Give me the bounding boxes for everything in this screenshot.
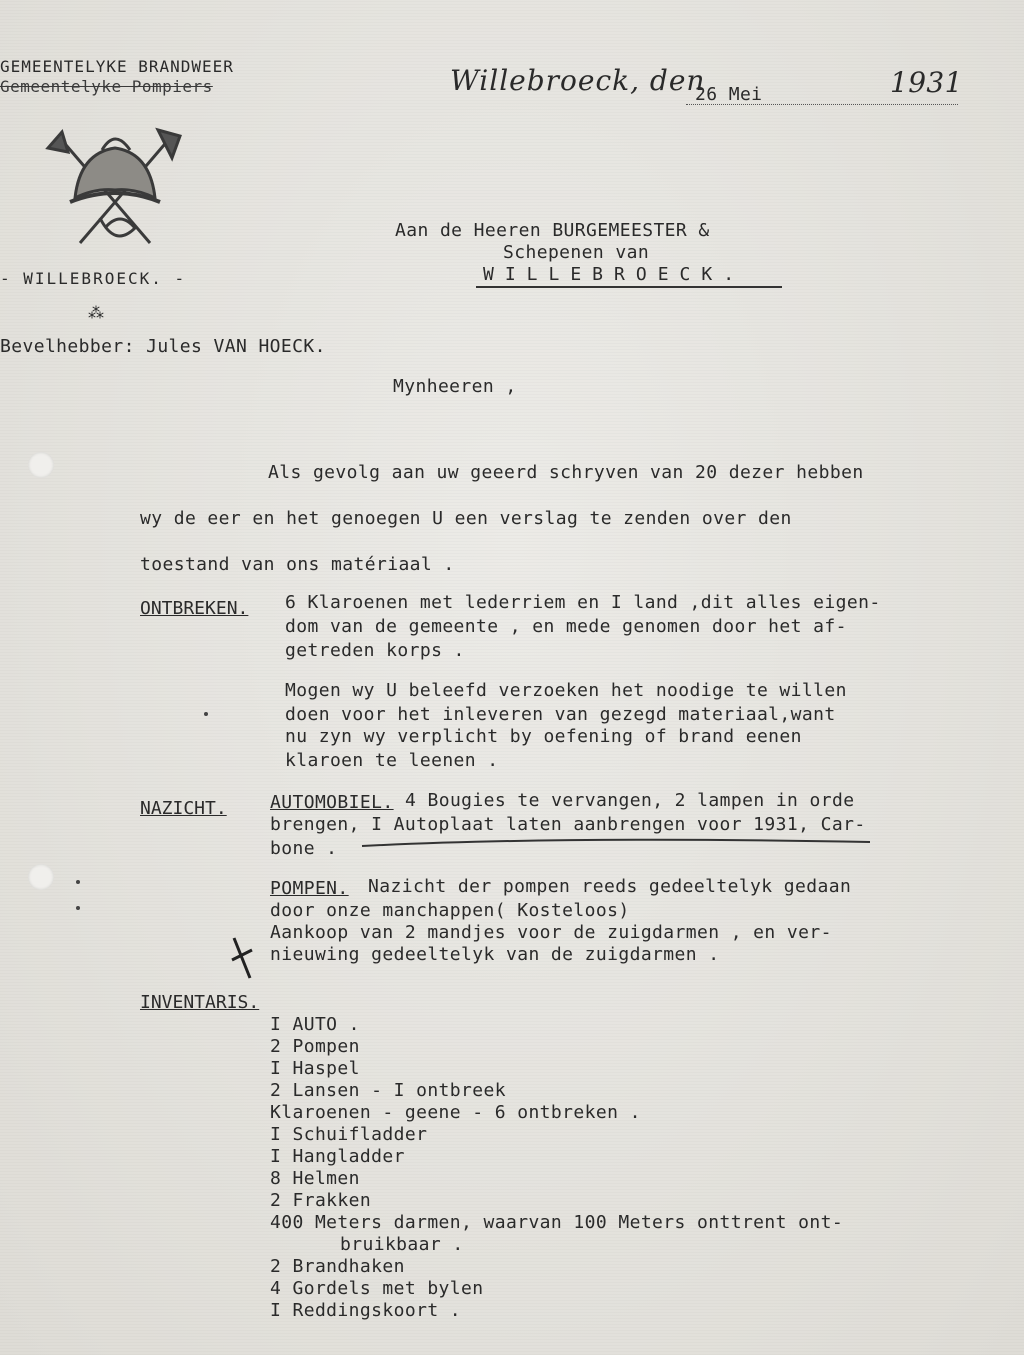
ontbreken-line3: getreden korps .	[285, 640, 465, 661]
inventory-item: 2 Pompen	[270, 1036, 360, 1057]
nazicht-pompen-line3: Aankoop van 2 mandjes voor de zuigdarmen , en ver-	[270, 922, 832, 943]
ontbreken-line1: 6 Klaroenen met lederriem en I land ,dit alles eigen-	[285, 592, 881, 613]
address-line3: WILLEBROECK.	[483, 264, 746, 285]
inventory-item: 2 Lansen - I ontbreek	[270, 1080, 506, 1101]
letterhead-place: - WILLEBROECK. -	[0, 269, 187, 288]
ontbreken-line2: dom van de gemeente , en mede genomen door het af-	[285, 616, 847, 637]
commander-name: Bevelhebber: Jules VAN HOECK.	[0, 336, 326, 357]
date-place: Willebroeck, den	[450, 64, 706, 97]
pen-margin-mark	[228, 934, 258, 984]
section-heading-inventaris: INVENTARIS.	[140, 992, 260, 1013]
pen-underline-stroke	[360, 830, 880, 860]
ontbreken-p2-line4: klaroen te leenen .	[285, 750, 499, 771]
inventory-item: I Reddingskoort .	[270, 1300, 462, 1321]
nazicht-pompen-label: POMPEN.	[270, 878, 349, 899]
address-underline	[476, 286, 782, 288]
intro-line2: wy de eer en het genoegen U een verslag te zenden over den	[140, 508, 792, 529]
intro-line3: toestand van ons matériaal .	[140, 554, 455, 575]
inventory-item: 4 Gordels met bylen	[270, 1278, 484, 1299]
punch-hole-bottom	[28, 864, 54, 890]
intro-line1: Als gevolg aan uw geeerd schryven van 20 dezer hebben	[268, 462, 864, 483]
margin-dot	[204, 712, 208, 716]
date-year: 1931	[890, 66, 963, 99]
ontbreken-p2-line2: doen voor het inleveren van gezegd materiaal,want	[285, 704, 836, 725]
address-line2: Schepenen van	[503, 242, 650, 263]
ontbreken-p2-line3: nu zyn wy verplicht by oefening of brand eenen	[285, 726, 802, 747]
inventory-item: Klaroenen - geene - 6 ontbreken .	[270, 1102, 641, 1123]
nazicht-auto-line1: 4 Bougies te vervangen, 2 lampen in orde	[405, 790, 855, 811]
section-heading-nazicht: NAZICHT.	[140, 798, 227, 819]
fire-brigade-emblem	[40, 118, 190, 258]
inventory-item: bruikbaar .	[340, 1234, 464, 1255]
inventory-item: 8 Helmen	[270, 1168, 360, 1189]
nazicht-auto-line3: bone .	[270, 838, 338, 859]
inventory-item: I AUTO .	[270, 1014, 360, 1035]
nazicht-pompen-line4: nieuwing gedeeltelyk van de zuigdarmen .	[270, 944, 720, 965]
inventory-item: I Haspel	[270, 1058, 360, 1079]
nazicht-auto-label: AUTOMOBIEL.	[270, 792, 394, 813]
letterhead-org-line2: Gemeentelyke Pompiers	[0, 77, 213, 96]
inventory-item: 2 Brandhaken	[270, 1256, 405, 1277]
inventory-item: 2 Frakken	[270, 1190, 372, 1211]
date-dotted-line	[686, 104, 958, 105]
inventory-item: I Hangladder	[270, 1146, 405, 1167]
inventory-item: I Schuifladder	[270, 1124, 428, 1145]
nazicht-pompen-line2: door onze manchappen( Kosteloos)	[270, 900, 630, 921]
inventory-item: 400 Meters darmen, waarvan 100 Meters onttrent ont-	[270, 1212, 844, 1233]
ontbreken-p2-line1: Mogen wy U beleefd verzoeken het noodige te willen	[285, 680, 847, 701]
flourish-ornament: ⁂	[88, 303, 105, 322]
margin-dot	[76, 906, 80, 910]
section-heading-ontbreken: ONTBREKEN.	[140, 598, 249, 619]
punch-hole-top	[28, 452, 54, 478]
nazicht-pompen-line1: Nazicht der pompen reeds gedeeltelyk gedaan	[368, 876, 852, 897]
margin-dot	[76, 880, 80, 884]
letterhead-org-line1: GEMEENTELYKE BRANDWEER	[0, 57, 234, 76]
address-line1: Aan de Heeren BURGEMEESTER &	[395, 220, 710, 241]
date-day-month: 26 Mei	[695, 84, 763, 105]
salutation: Mynheeren ,	[393, 376, 517, 397]
nazicht-auto-line2: brengen, I Autoplaat laten aanbrengen voor 1931, Car-	[270, 814, 866, 835]
